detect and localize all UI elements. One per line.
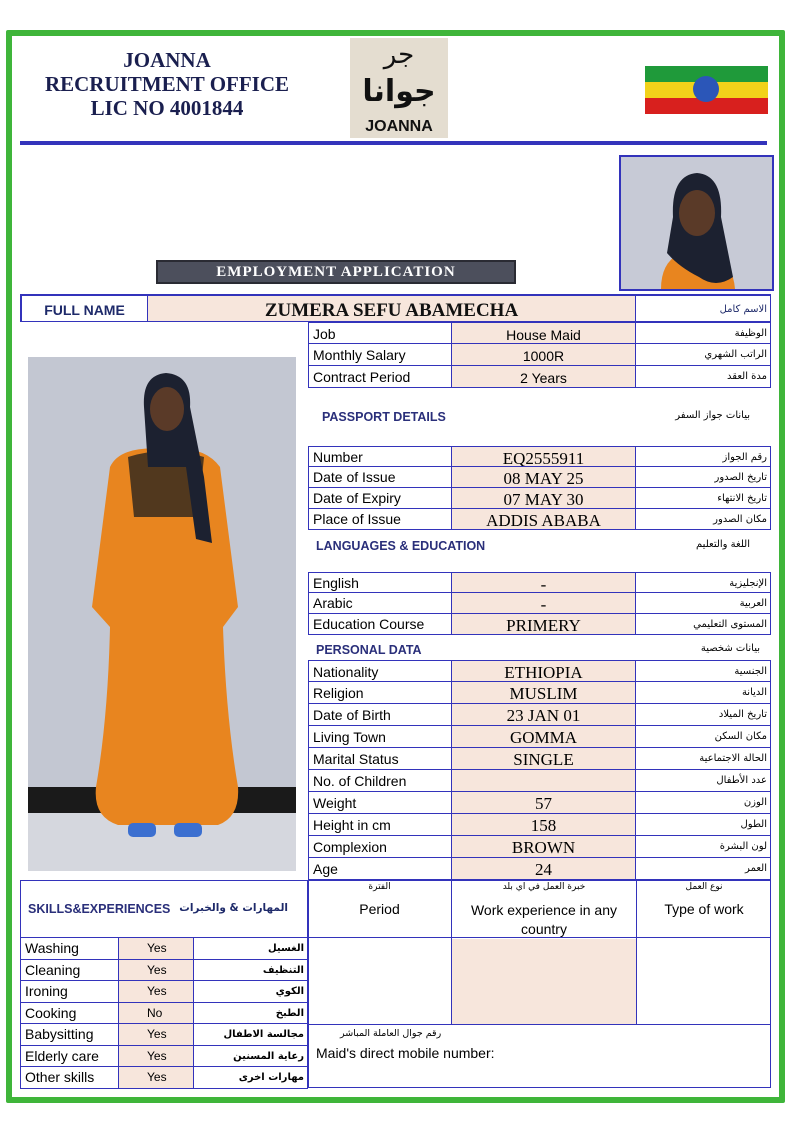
row-label: Date of Birth: [308, 704, 452, 726]
row-label-ar: المستوى التعليمي: [636, 614, 771, 635]
row-value: [452, 770, 636, 792]
row-label: Age: [308, 858, 452, 880]
header-divider: [20, 141, 767, 145]
row-label: Date of Issue: [308, 467, 452, 488]
skill-label: Ironing: [20, 981, 119, 1003]
skill-label: Elderly care: [20, 1046, 119, 1068]
row-value: 07 MAY 30: [452, 488, 636, 509]
languages-heading: LANGUAGES & EDUCATION: [316, 539, 486, 553]
row-value: 57: [452, 792, 636, 814]
skill-value: Yes: [119, 938, 194, 960]
mobile-label-ar: رقم جوال العاملة المباشر: [340, 1028, 442, 1039]
company-name: [22, 48, 312, 120]
row-value: 08 MAY 25: [452, 467, 636, 488]
row-label-ar: الجنسية: [636, 660, 771, 682]
row-label-ar: الطول: [636, 814, 771, 836]
skill-label-ar: مهارات اخرى: [194, 1067, 308, 1089]
skill-label-ar: الكوي: [194, 981, 308, 1003]
full-name-value: ZUMERA SEFU ABAMECHA: [148, 294, 636, 322]
headshot-photo: [619, 155, 774, 291]
row-label: Education Course: [308, 614, 452, 635]
row-value: GOMMA: [452, 726, 636, 748]
row-label-ar: العربية: [636, 593, 771, 614]
type-of-work-heading: Type of work: [664, 901, 744, 917]
experience-body-border: [308, 938, 771, 1025]
row-label-ar: الراتب الشهري: [636, 344, 771, 366]
row-value: 24: [452, 858, 636, 880]
skill-label-ar: الغسيل: [194, 938, 308, 960]
logo-mark: جر: [383, 40, 415, 70]
logo-latin: JOANNA: [365, 118, 433, 135]
row-value: EQ2555911: [452, 446, 636, 467]
skill-label-ar: الطبخ: [194, 1003, 308, 1025]
passport-heading-ar: بيانات جواز السفر: [675, 410, 750, 421]
row-label-ar: العمر: [636, 858, 771, 880]
row-value: -: [452, 572, 636, 593]
row-label-ar: رقم الجواز: [636, 446, 771, 467]
skill-label: Cleaning: [20, 960, 119, 982]
work-experience-heading: Work experience in any country: [470, 902, 618, 937]
skill-label: Washing: [20, 938, 119, 960]
row-value: MUSLIM: [452, 682, 636, 704]
company-line-2: RECRUITMENT OFFICE: [44, 72, 290, 96]
row-label-ar: تاريخ الانتهاء: [636, 488, 771, 509]
work-experience-heading-ar: خبرة العمل في اي بلد: [502, 882, 586, 892]
row-label: Monthly Salary: [308, 344, 452, 366]
skill-value: Yes: [119, 960, 194, 982]
company-logo: [350, 38, 448, 138]
personal-heading-ar: بيانات شخصية: [700, 643, 760, 654]
period-heading: Period: [359, 901, 400, 917]
row-label: No. of Children: [308, 770, 452, 792]
row-label-ar: الحالة الاجتماعية: [636, 748, 771, 770]
passport-heading: PASSPORT DETAILS: [322, 410, 446, 424]
skill-label: Cooking: [20, 1003, 119, 1025]
skills-heading-ar: المهارات & والخبرات: [179, 902, 288, 914]
company-line-1: JOANNA: [123, 48, 211, 72]
skill-label-ar: مجالسة الاطفال: [194, 1024, 308, 1046]
row-value: ADDIS ABABA: [452, 509, 636, 530]
skill-label-ar: رعاية المسنين: [194, 1046, 308, 1068]
page-title: EMPLOYMENT APPLICATION: [156, 260, 516, 284]
skill-value: No: [119, 1003, 194, 1025]
row-label: Date of Expiry: [308, 488, 452, 509]
row-label-ar: لون البشرة: [636, 836, 771, 858]
skill-label: Babysitting: [20, 1024, 119, 1046]
row-label: Living Town: [308, 726, 452, 748]
type-of-work-heading-ar: نوع العمل: [685, 882, 723, 892]
row-label: Arabic: [308, 593, 452, 614]
row-label-ar: الديانة: [636, 682, 771, 704]
skill-value: Yes: [119, 981, 194, 1003]
row-label: Place of Issue: [308, 509, 452, 530]
row-value: 1000R: [452, 344, 636, 366]
skills-heading: SKILLS&EXPERIENCES: [28, 902, 171, 916]
row-label-ar: الوظيفة: [636, 322, 771, 344]
row-value: House Maid: [452, 322, 636, 344]
skill-label: Other skills: [20, 1067, 119, 1089]
period-heading-ar: الفترة: [368, 882, 391, 892]
row-value: 2 Years: [452, 366, 636, 388]
row-label-ar: تاريخ الصدور: [636, 467, 771, 488]
row-label: Religion: [308, 682, 452, 704]
row-label: Number: [308, 446, 452, 467]
full-name-label: FULL NAME: [20, 294, 148, 322]
languages-heading-ar: اللغة والتعليم: [696, 539, 750, 550]
row-label: Contract Period: [308, 366, 452, 388]
personal-heading: PERSONAL DATA: [316, 643, 422, 657]
row-label-ar: مكان السكن: [636, 726, 771, 748]
flag-emblem-icon: [693, 76, 719, 102]
row-label: Marital Status: [308, 748, 452, 770]
skill-label-ar: التنظيف: [194, 960, 308, 982]
row-label: Height in cm: [308, 814, 452, 836]
company-line-3: LIC NO 4001844: [90, 96, 244, 120]
row-value: 158: [452, 814, 636, 836]
row-label: Nationality: [308, 660, 452, 682]
row-value: PRIMERY: [452, 614, 636, 635]
row-label: English: [308, 572, 452, 593]
skill-value: Yes: [119, 1024, 194, 1046]
mobile-label: Maid's direct mobile number:: [316, 1045, 495, 1061]
row-value: -: [452, 593, 636, 614]
row-label-ar: تاريخ الميلاد: [636, 704, 771, 726]
skill-value: Yes: [119, 1067, 194, 1089]
row-label: Complexion: [308, 836, 452, 858]
full-name-label-ar: الاسم كامل: [636, 294, 771, 322]
row-value: SINGLE: [452, 748, 636, 770]
row-label: Weight: [308, 792, 452, 814]
row-label-ar: مدة العقد: [636, 366, 771, 388]
ethiopia-flag: [645, 66, 768, 114]
row-value: BROWN: [452, 836, 636, 858]
logo-arabic: جوانا: [362, 74, 436, 109]
row-value: ETHIOPIA: [452, 660, 636, 682]
row-value: 23 JAN 01: [452, 704, 636, 726]
row-label-ar: مكان الصدور: [636, 509, 771, 530]
row-label-ar: عدد الأطفال: [636, 770, 771, 792]
row-label-ar: الوزن: [636, 792, 771, 814]
row-label: Job: [308, 322, 452, 344]
skill-value: Yes: [119, 1046, 194, 1068]
row-label-ar: الإنجليزية: [636, 572, 771, 593]
full-body-photo: [28, 357, 296, 871]
